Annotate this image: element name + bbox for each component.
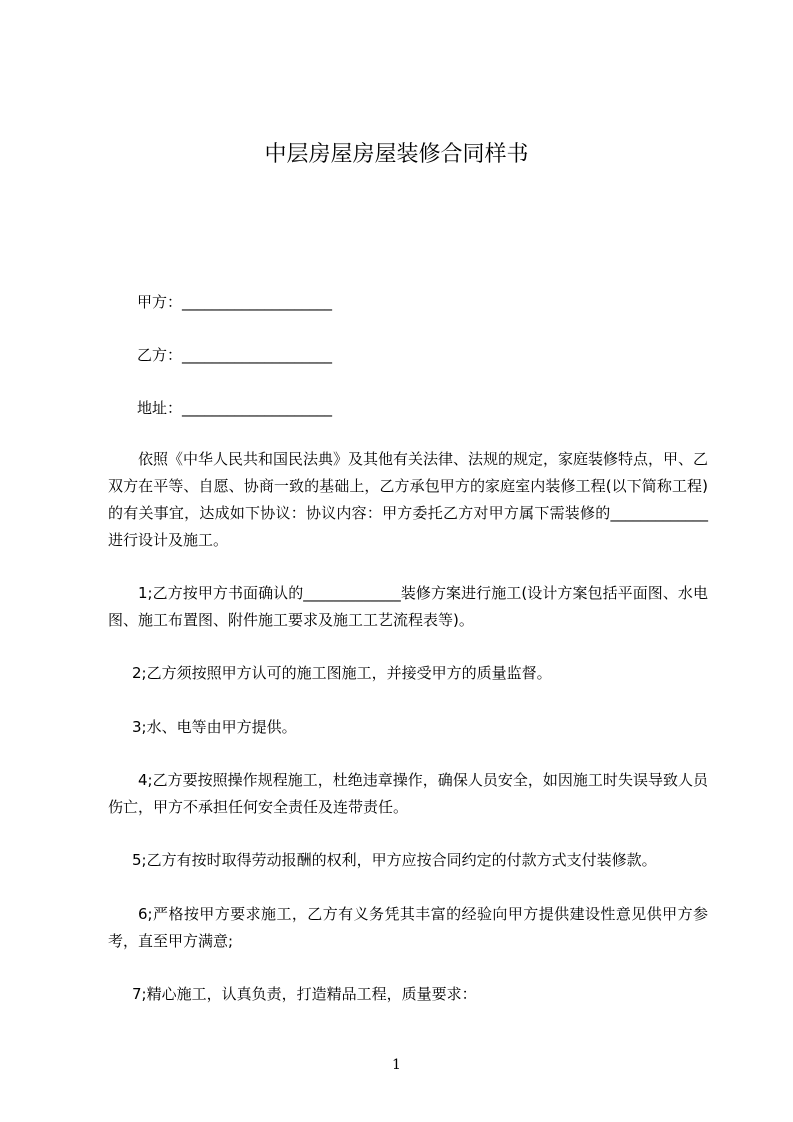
party-b-field: 乙方：____________________ xyxy=(137,346,333,364)
clause-1: 1;乙方按甲方书面确认的_____________装修方案进行施工(设计方案包括平面图、水电图、施工布置图、附件施工要求及施工工艺流程表等)。 xyxy=(108,584,708,629)
clause-2: 2;乙方须按照甲方认可的施工图施工，并接受甲方的质量监督。 xyxy=(132,664,552,682)
clause-5: 5;乙方有按时取得劳动报酬的权利，甲方应按合同约定的付款方式支付装修款。 xyxy=(132,851,657,869)
clause-4: 4;乙方要按照操作规程施工，杜绝违章操作，确保人员安全，如因施工时失误导致人员伤亡，甲方不承担任何安全责任及连带责任。 xyxy=(108,771,708,816)
clause-6: 6;严格按甲方要求施工，乙方有义务凭其丰富的经验向甲方提供建设性意见供甲方参考，直至甲方满意; xyxy=(108,905,708,950)
party-a-field: 甲方：____________________ xyxy=(137,293,333,311)
clause-3: 3;水、电等由甲方提供。 xyxy=(132,718,297,736)
clause-7: 7;精心施工，认真负责，打造精品工程，质量要求： xyxy=(132,985,477,1003)
address-field: 地址：____________________ xyxy=(137,399,333,417)
document-title: 中层房屋房屋装修合同样书 xyxy=(264,142,529,167)
page-number: 1 xyxy=(392,1057,401,1073)
intro-paragraph: 依照《中华人民共和国民法典》及其他有关法律、法规的规定，家庭装修特点，甲、乙双方在平等、自愿、协商一致的基础上，乙方承包甲方的家庭室内装修工程(以下简称工程)的有关事宜，达成如下协议：协议内容：甲方委托乙方对甲方属下需装修的_____________进行设计及施工。 xyxy=(108,450,709,549)
